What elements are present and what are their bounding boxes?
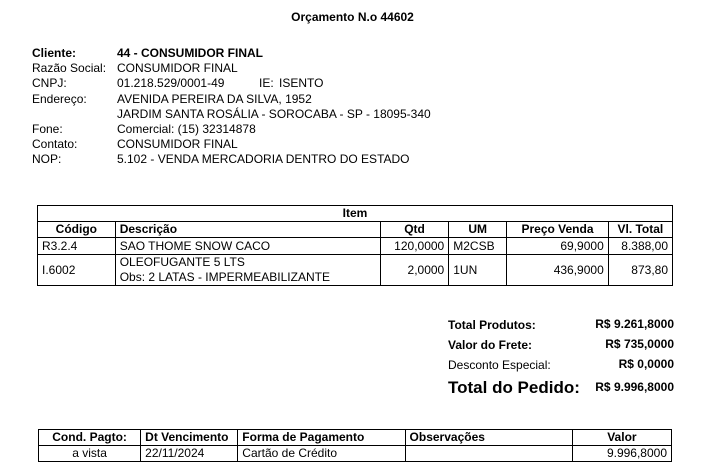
contato-value: CONSUMIDOR FINAL	[117, 137, 238, 151]
fone-label: Fone:	[32, 122, 63, 136]
razao-value: CONSUMIDOR FINAL	[117, 61, 238, 75]
item-qtd: 120,0000	[380, 238, 448, 255]
col-header-descricao: Descrição	[115, 222, 380, 238]
col-header-codigo: Código	[38, 222, 116, 238]
total-pedido-label: Total do Pedido:	[448, 378, 580, 397]
item-descricao: OLEOFUGANTE 5 LTS	[119, 255, 245, 269]
payment-table	[38, 429, 672, 462]
endereco-line2: JARDIM SANTA ROSÁLIA - SOROCABA - SP - 18095-340	[117, 107, 431, 121]
endereco-line1: AVENIDA PEREIRA DA SILVA, 1952	[117, 92, 312, 106]
col-header-qtd: Qtd	[380, 222, 448, 238]
client-info	[32, 46, 452, 166]
nop-label: NOP:	[32, 152, 62, 166]
ie-value: ISENTO	[279, 76, 324, 90]
fone-value: Comercial: (15) 32314878	[117, 122, 256, 136]
item-obs: Obs: 2 LATAS - IMPERMEABILIZANTE	[119, 270, 330, 284]
nop-value: 5.102 - VENDA MERCADORIA DENTRO DO ESTADO	[117, 152, 410, 166]
pay-cond: a vista	[39, 446, 141, 462]
endereco-label: Endereço:	[32, 92, 87, 106]
ie-label: IE:	[259, 76, 274, 90]
pay-forma: Cartão de Crédito	[238, 446, 405, 462]
item-codigo: R3.2.4	[38, 238, 116, 255]
pay-vencimento: 22/11/2024	[141, 446, 238, 462]
pay-header-vencimento: Dt Vencimento	[141, 430, 238, 446]
col-header-preco: Preço Venda	[507, 222, 609, 238]
cnpj-label: CNPJ:	[32, 76, 67, 90]
totals-block	[448, 316, 674, 404]
cnpj-value: 01.218.529/0001-49	[117, 76, 225, 90]
pay-valor: 9.996,8000	[572, 446, 671, 462]
valor-frete-value: R$ 735,0000	[605, 337, 674, 351]
document-title: Orçamento N.o 44602	[291, 10, 414, 24]
item-descricao: SAO THOME SNOW CACO	[115, 238, 380, 255]
cliente-value: 44 - CONSUMIDOR FINAL	[117, 46, 264, 60]
col-header-total: Vl. Total	[608, 222, 672, 238]
total-produtos-value: R$ 9.261,8000	[595, 317, 674, 331]
table-row	[39, 446, 672, 462]
items-section-title: Item	[38, 206, 673, 222]
col-header-um: UM	[449, 222, 507, 238]
item-total: 8.388,00	[608, 238, 672, 255]
pay-header-valor: Valor	[572, 430, 671, 446]
items-table	[37, 205, 673, 286]
item-um: M2CSB	[449, 238, 507, 255]
item-um: 1UN	[449, 255, 507, 286]
item-qtd: 2,0000	[380, 255, 448, 286]
table-row	[38, 238, 673, 255]
total-pedido-value: R$ 9.996,8000	[595, 380, 674, 394]
pay-header-cond: Cond. Pagto:	[39, 430, 141, 446]
pay-header-forma: Forma de Pagamento	[238, 430, 405, 446]
pay-header-obs: Observações	[405, 430, 572, 446]
item-total: 873,80	[608, 255, 672, 286]
valor-frete-label: Valor do Frete:	[448, 338, 533, 352]
contato-label: Contato:	[32, 137, 78, 151]
item-preco: 436,9000	[507, 255, 609, 286]
pay-obs	[405, 446, 572, 462]
item-preco: 69,9000	[507, 238, 609, 255]
table-row	[38, 255, 673, 286]
total-produtos-label: Total Produtos:	[448, 318, 536, 332]
razao-label: Razão Social:	[32, 61, 107, 75]
cliente-label: Cliente:	[32, 46, 77, 60]
item-codigo: I.6002	[38, 255, 116, 286]
desconto-value: R$ 0,0000	[618, 357, 674, 371]
desconto-label: Desconto Especial:	[448, 358, 551, 372]
